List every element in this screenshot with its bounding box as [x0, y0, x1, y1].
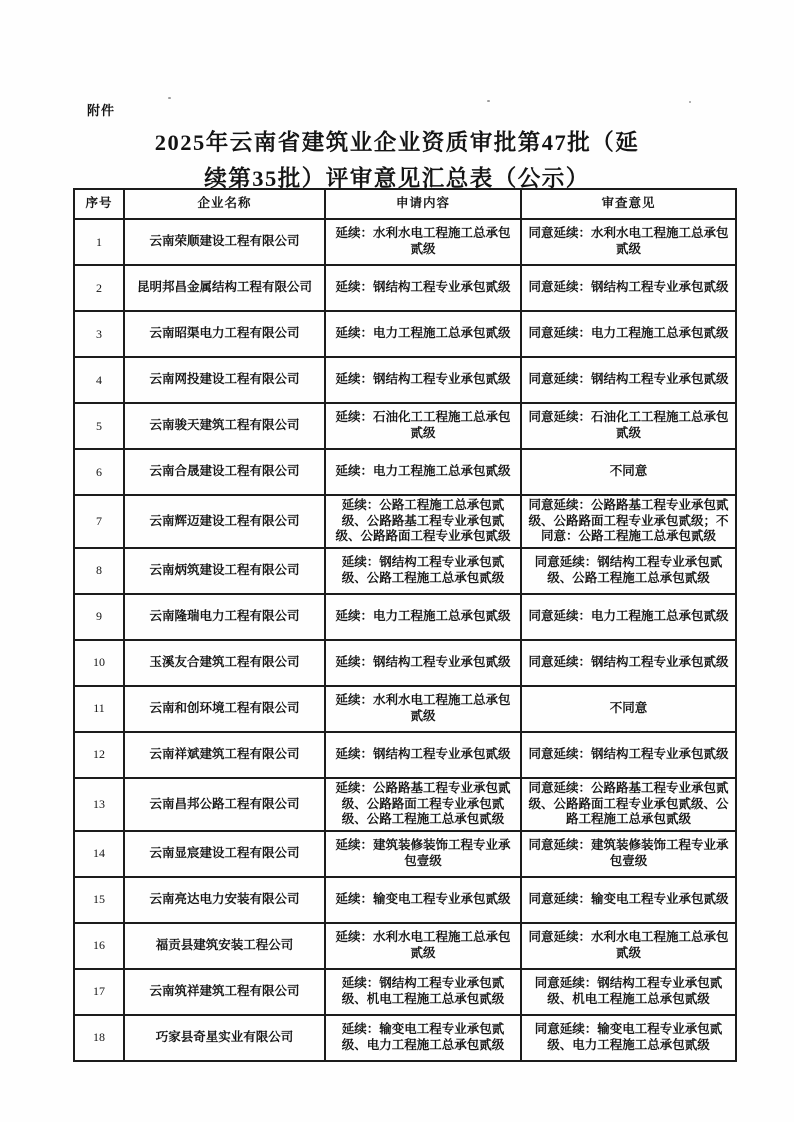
table-row: [74, 265, 736, 311]
cell-review-opinion: 同意延续：水利水电工程施工总承包贰级: [521, 219, 736, 265]
cell-review-opinion: 同意延续：钢结构工程专业承包贰级: [521, 732, 736, 778]
review-summary-table: [73, 188, 737, 1062]
cell-serial-number: 16: [74, 923, 124, 969]
table-row: [74, 923, 736, 969]
cell-review-opinion: 同意延续：钢结构工程专业承包贰级: [521, 357, 736, 403]
cell-company-name: 云南荣顺建设工程有限公司: [124, 219, 325, 265]
cell-company-name: 玉溪友合建筑工程有限公司: [124, 640, 325, 686]
cell-review-opinion: 同意延续：电力工程施工总承包贰级: [521, 594, 736, 640]
cell-serial-number: 3: [74, 311, 124, 357]
cell-application-content: 延续：电力工程施工总承包贰级: [325, 311, 521, 357]
table-row: [74, 969, 736, 1015]
cell-serial-number: 10: [74, 640, 124, 686]
table-row: [74, 732, 736, 778]
table-row: [74, 1015, 736, 1061]
cell-application-content: 延续：钢结构工程专业承包贰级、公路工程施工总承包贰级: [325, 548, 521, 594]
cell-application-content: 延续：钢结构工程专业承包贰级: [325, 357, 521, 403]
cell-company-name: 云南网投建设工程有限公司: [124, 357, 325, 403]
cell-application-content: 延续：输变电工程专业承包贰级、电力工程施工总承包贰级: [325, 1015, 521, 1061]
cell-serial-number: 12: [74, 732, 124, 778]
cell-company-name: 云南和创环境工程有限公司: [124, 686, 325, 732]
cell-company-name: 云南合晟建设工程有限公司: [124, 449, 325, 495]
cell-company-name: 昆明邦昌金属结构工程有限公司: [124, 265, 325, 311]
cell-application-content: 延续：石油化工工程施工总承包贰级: [325, 403, 521, 449]
cell-review-opinion: 同意延续：公路路基工程专业承包贰级、公路路面工程专业承包贰级；不同意：公路工程施工总承包贰级: [521, 495, 736, 548]
cell-serial-number: 14: [74, 831, 124, 877]
scan-speck: [689, 101, 691, 103]
header-company-name: 企业名称: [124, 189, 325, 219]
cell-review-opinion: 不同意: [521, 686, 736, 732]
cell-company-name: 云南昭渠电力工程有限公司: [124, 311, 325, 357]
cell-application-content: 延续：水利水电工程施工总承包贰级: [325, 923, 521, 969]
cell-company-name: 巧家县奇星实业有限公司: [124, 1015, 325, 1061]
header-application-content: 申请内容: [325, 189, 521, 219]
cell-application-content: 延续：输变电工程专业承包贰级: [325, 877, 521, 923]
cell-serial-number: 2: [74, 265, 124, 311]
table-row: [74, 877, 736, 923]
cell-company-name: 云南筑祥建筑工程有限公司: [124, 969, 325, 1015]
cell-review-opinion: 同意延续：建筑装修装饰工程专业承包壹级: [521, 831, 736, 877]
cell-application-content: 延续：水利水电工程施工总承包贰级: [325, 686, 521, 732]
cell-review-opinion: 同意延续：钢结构工程专业承包贰级、公路工程施工总承包贰级: [521, 548, 736, 594]
cell-company-name: 云南亮达电力安装有限公司: [124, 877, 325, 923]
cell-application-content: 延续：建筑装修装饰工程专业承包壹级: [325, 831, 521, 877]
cell-company-name: 云南骏天建筑工程有限公司: [124, 403, 325, 449]
cell-serial-number: 11: [74, 686, 124, 732]
header-review-opinion: 审查意见: [521, 189, 736, 219]
cell-review-opinion: 不同意: [521, 449, 736, 495]
cell-serial-number: 13: [74, 778, 124, 831]
table-row: [74, 778, 736, 831]
cell-serial-number: 18: [74, 1015, 124, 1061]
cell-review-opinion: 同意延续：石油化工工程施工总承包贰级: [521, 403, 736, 449]
cell-serial-number: 4: [74, 357, 124, 403]
cell-application-content: 延续：电力工程施工总承包贰级: [325, 594, 521, 640]
scan-speck: [487, 100, 490, 102]
document-title: [0, 125, 794, 197]
header-serial-number: 序号: [74, 189, 124, 219]
cell-application-content: 延续：公路工程施工总承包贰级、公路路基工程专业承包贰级、公路路面工程专业承包贰级: [325, 495, 521, 548]
scan-speck: [168, 97, 171, 99]
cell-review-opinion: 同意延续：输变电工程专业承包贰级: [521, 877, 736, 923]
table-body: [74, 219, 736, 1061]
cell-application-content: 延续：钢结构工程专业承包贰级: [325, 265, 521, 311]
cell-application-content: 延续：水利水电工程施工总承包贰级: [325, 219, 521, 265]
cell-company-name: 云南炳筑建设工程有限公司: [124, 548, 325, 594]
cell-review-opinion: 同意延续：钢结构工程专业承包贰级、机电工程施工总承包贰级: [521, 969, 736, 1015]
table-row: [74, 594, 736, 640]
cell-serial-number: 6: [74, 449, 124, 495]
table-row: [74, 831, 736, 877]
table-row: [74, 449, 736, 495]
document-title-line2: 续第35批）评审意见汇总表（公示）: [204, 166, 590, 191]
cell-application-content: 延续：钢结构工程专业承包贰级: [325, 732, 521, 778]
table-header-row: [74, 189, 736, 219]
table-row: [74, 686, 736, 732]
table-row: [74, 403, 736, 449]
cell-serial-number: 1: [74, 219, 124, 265]
cell-review-opinion: 同意延续：电力工程施工总承包贰级: [521, 311, 736, 357]
table-row: [74, 219, 736, 265]
document-title-line1: 2025年云南省建筑业企业资质审批第47批（延: [154, 130, 640, 155]
cell-review-opinion: 同意延续：钢结构工程专业承包贰级: [521, 640, 736, 686]
cell-company-name: 云南显宸建设工程有限公司: [124, 831, 325, 877]
cell-serial-number: 15: [74, 877, 124, 923]
cell-application-content: 延续：钢结构工程专业承包贰级、机电工程施工总承包贰级: [325, 969, 521, 1015]
table-row: [74, 548, 736, 594]
cell-serial-number: 7: [74, 495, 124, 548]
cell-company-name: 福贡县建筑安装工程公司: [124, 923, 325, 969]
cell-review-opinion: 同意延续：水利水电工程施工总承包贰级: [521, 923, 736, 969]
cell-review-opinion: 同意延续：输变电工程专业承包贰级、电力工程施工总承包贰级: [521, 1015, 736, 1061]
cell-serial-number: 17: [74, 969, 124, 1015]
cell-serial-number: 8: [74, 548, 124, 594]
cell-review-opinion: 同意延续：公路路基工程专业承包贰级、公路路面工程专业承包贰级、公路工程施工总承包贰级: [521, 778, 736, 831]
table-row: [74, 640, 736, 686]
cell-review-opinion: 同意延续：钢结构工程专业承包贰级: [521, 265, 736, 311]
attachment-label: 附件: [87, 103, 116, 118]
cell-company-name: 云南辉迈建设工程有限公司: [124, 495, 325, 548]
cell-company-name: 云南隆瑞电力工程有限公司: [124, 594, 325, 640]
table-row: [74, 311, 736, 357]
cell-company-name: 云南祥斌建筑工程有限公司: [124, 732, 325, 778]
cell-serial-number: 5: [74, 403, 124, 449]
cell-application-content: 延续：电力工程施工总承包贰级: [325, 449, 521, 495]
cell-company-name: 云南昌邦公路工程有限公司: [124, 778, 325, 831]
table-row: [74, 495, 736, 548]
cell-application-content: 延续：钢结构工程专业承包贰级: [325, 640, 521, 686]
cell-application-content: 延续：公路路基工程专业承包贰级、公路路面工程专业承包贰级、公路工程施工总承包贰级: [325, 778, 521, 831]
table-row: [74, 357, 736, 403]
cell-serial-number: 9: [74, 594, 124, 640]
